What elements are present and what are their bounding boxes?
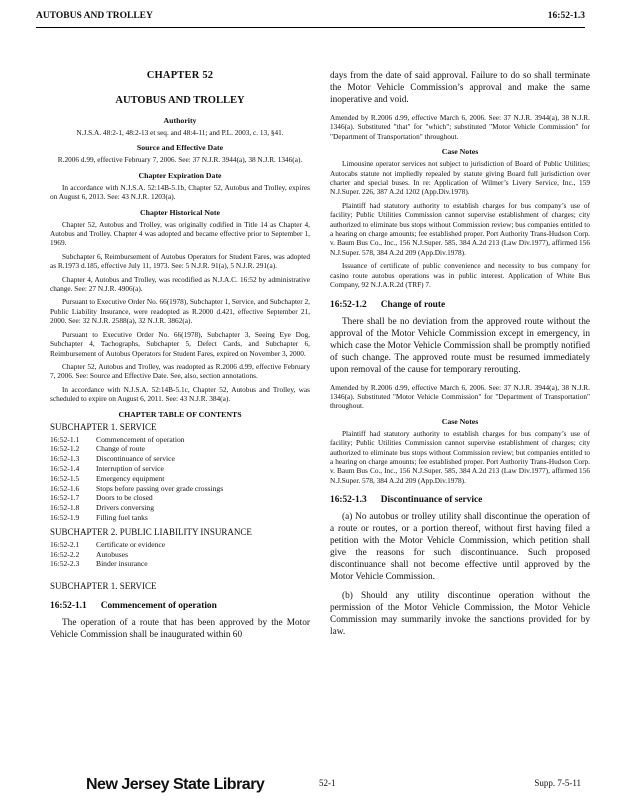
toc-subchapter-2: SUBCHAPTER 2. PUBLIC LIABILITY INSURANCE (50, 526, 252, 537)
running-header (36, 11, 585, 28)
toc-entry: 16:52-1.3 Discontinuance of service (50, 454, 175, 464)
section-1-1-text: The operation of a route that has been approved by the Motor Vehicle Commission shall be inaugurated within 60 (50, 618, 310, 641)
amendment-note: Amended by R.2006 d.99, effective March 6, 2006. See: 37 N.J.R. 3944(a), 38 N.J.R. 1346(a). Substituted "Motor Vehicle Commission" for "Department of Transportation" throughout. (330, 382, 590, 411)
case-note: Plaintiff had statutory authority to establish charges for bus company’s use of facility; Public Utilities Commission cannot supervise establishment of charges; city authorized to eliminate bus stops without Commission review; but companies entitled to a hearing on charge amounts; fee established proper. Port Authority Trans-Hudson Corp. v. Baum Bus Co., Inc., 156 N.J.Super. 585, 384 A.2d 213 (Law Div.1977), affirmed 156 N.J.Super. 578, 384 A.2d 209 (App.Div.1978). (330, 428, 590, 485)
section-1-1-continued: days from the date of said approval. Failure to do so shall terminate the Motor Vehicle Commission’s approval and make the same inoperative and void. (330, 71, 590, 105)
toc-subchapter-1: SUBCHAPTER 1. SERVICE (50, 421, 157, 432)
section-heading-1-3: 16:52-1.3 Discontinuance of service (330, 495, 483, 506)
case-note: Plaintiff had statutory authority to establish charges for bus company’s use of facility; Public Utilities Commission cannot supervise establishment of charges; city authorized to eliminate bus stops without Commission review; bus companies entitled to a hearing on charge amounts; fee established proper. Port Authority Trans-Hudson Corp. v. Baum Bus Co., Inc., 156 N.J.Super. 585, 384 A.2d 213 (Law Div.1977), affirmed 156 N.J.Super. 578, 384 A.2d 209 (App.Div.1978). (330, 200, 590, 257)
library-logo: New Jersey State Library (86, 776, 265, 793)
source-text: R.2006 d.99, effective February 7, 2006. See: 37 N.J.R. 3944(a), 38 N.J.R. 1346(a). (57, 155, 303, 165)
left-column (50, 70, 310, 648)
case-notes-heading: Case Notes (441, 416, 479, 426)
historical-note: Subchapter 6, Reimbursement of Autobus Operators for Student Fares, was adopted as R.1973 d.185, effective July 11, 1973. See: 5 N.J.R. 91(a), 5 N.J.R. 291(a). (50, 251, 310, 271)
historical-note: Pursuant to Executive Order No. 66(1978), Subchapter 3, Seeing Eye Dog, Subchapter 4, Tachographs, Subchapter 5, Defect Cards, and Subchapter 6, Reimbursement of Autobus Operators for Student Fares, expired on November 3, 2000. (50, 329, 310, 358)
historical-note-heading: Chapter Historical Note (140, 207, 220, 217)
toc-entry: 16:52-1.8 Drivers conversing (50, 503, 154, 513)
amendment-note: Amended by R.2006 d.99, effective March 6, 2006. See: 37 N.J.R. 3944(a), 38 N.J.R. 1346(a). Substituted "that" for "which"; substituted "Motor Vehicle Commission" for "Department of Transportation" throughout. (330, 113, 590, 141)
toc-entry: 16:52-2.2 Autobuses (50, 549, 129, 559)
chapter-title: AUTOBUS AND TROLLEY (115, 95, 245, 106)
subchapter-1-heading: SUBCHAPTER 1. SERVICE (50, 581, 157, 592)
toc-entry: 16:52-1.9 Filling fuel tanks (50, 512, 148, 522)
authority-heading: Authority (163, 116, 197, 125)
toc-entry: 16:52-1.5 Emergency equipment (50, 473, 165, 483)
toc-list-1 (50, 435, 310, 523)
supplement-date: Supp. 7-5-11 (534, 778, 581, 788)
source-heading: Source and Effective Date (136, 143, 224, 153)
section-1-2-text: There shall be no deviation from the approved route without the approval of the Motor Vehicle Commission except in emergency, in which case the Motor Vehicle Commission shall be promptly notified of such change. The approved route must be resumed immediately upon removal of the cause for temporary rerouting. (330, 316, 590, 375)
page-footer (36, 776, 585, 792)
chapter-number: CHAPTER 52 (146, 70, 214, 81)
section-heading-1-2: 16:52-1.2 Change of route (330, 299, 446, 310)
section-heading-1-1: 16:52-1.1 Commencement of operation (50, 601, 217, 612)
toc-entry: 16:52-1.1 Commencement of operation (50, 434, 185, 444)
header-section: 16:52-1.3 (547, 11, 585, 21)
toc-entry: 16:52-2.3 Binder insurance (50, 559, 148, 569)
historical-note: Chapter 4, Autobus and Trolley, was recodified as N.J.A.C. 16:52 by administrative change. See: 27 N.J.R. 4906(a). (50, 274, 310, 294)
case-note: Issuance of certificate of public convenience and necessity to bus company for casino route autobus operations was in public interest. Application of White Bus Company, 92 N.J.A.R.2d (TRF) 7. (330, 261, 590, 290)
case-note: Limousine operator services not subject to jurisdiction of Board of Public Utilities; Autocabs statute not impliedly repealed by statute giving Board full jurisdiction over charter and special buses. In re: Application of Wilmer’s Livery Service, Inc., 159 N.J.Super. 226, 387 A.2d 1202 (App.Div.1978). (330, 159, 590, 197)
header-title: AUTOBUS AND TROLLEY (36, 11, 153, 21)
historical-note: In accordance with N.J.S.A. 52:14B-5.1c, Chapter 52, Autobus and Trolley, was scheduled to expire on August 6, 2011. See: 43 N.J.R. 384(a). (50, 384, 310, 404)
expiration-heading: Chapter Expiration Date (138, 170, 222, 180)
toc-heading: CHAPTER TABLE OF CONTENTS (118, 409, 242, 419)
historical-note: Pursuant to Executive Order No. 66(1978), Subchapter 1, Service, and Subchapter 2, Public Liability Insurance, were readopted as R.2000 d.421, effective September 21, 2000. See: 32 N.J.R. 2588(a), 32 N.J.R. 3862(a). (50, 297, 310, 326)
section-1-3-b: (b) Should any utility discontinue operation without the permission of the Motor Vehicle Commission, the Motor Vehicle Commission may summarily invoke the sanctions provided for by law. (330, 591, 590, 638)
authority-text: N.J.S.A. 48:2-1, 48:2-13 et seq. and 48:4-11; and P.L. 2003, c. 13, §41. (76, 128, 284, 137)
case-notes-heading: Case Notes (441, 147, 479, 157)
right-column (330, 70, 590, 645)
section-1-3-a: (a) No autobus or trolley utility shall discontinue the operation of a route or routes, or a portion thereof, without first having filed a petition with the Motor Vehicle Commission, which petition shall give the reasons for such discontinuance. Such proposed discontinuance shall not become effective until approved by the Motor Vehicle Commission. (330, 512, 590, 583)
historical-note: Chapter 52, Autobus and Trolley, was readopted as R.2006 d.99, effective February 7, 2006. See: Source and Effective Date. See, also, section annotations. (50, 361, 310, 381)
page-number: 52-1 (319, 778, 336, 788)
historical-note: Chapter 52, Autobus and Trolley, was originally codified in Title 14 as Chapter 4, Autobus and Trolley. Chapter 4 was adopted and became effective prior to September 1, 1969. (50, 219, 310, 248)
toc-entry: 16:52-1.2 Change of route (50, 444, 145, 454)
toc-entry: 16:52-1.4 Interruption of service (50, 463, 164, 473)
toc-entry: 16:52-1.6 Stops before passing over grade crossings (50, 483, 224, 493)
toc-list-2 (50, 540, 310, 569)
toc-entry: 16:52-2.1 Certificate or evidence (50, 539, 166, 549)
toc-entry: 16:52-1.7 Doors to be closed (50, 493, 153, 503)
expiration-text: In accordance with N.J.S.A. 52:14B-5.1b, Chapter 52, Autobus and Trolley, expires on August 6, 2013. See: 43 N.J.R. 1203(a). (50, 182, 310, 202)
